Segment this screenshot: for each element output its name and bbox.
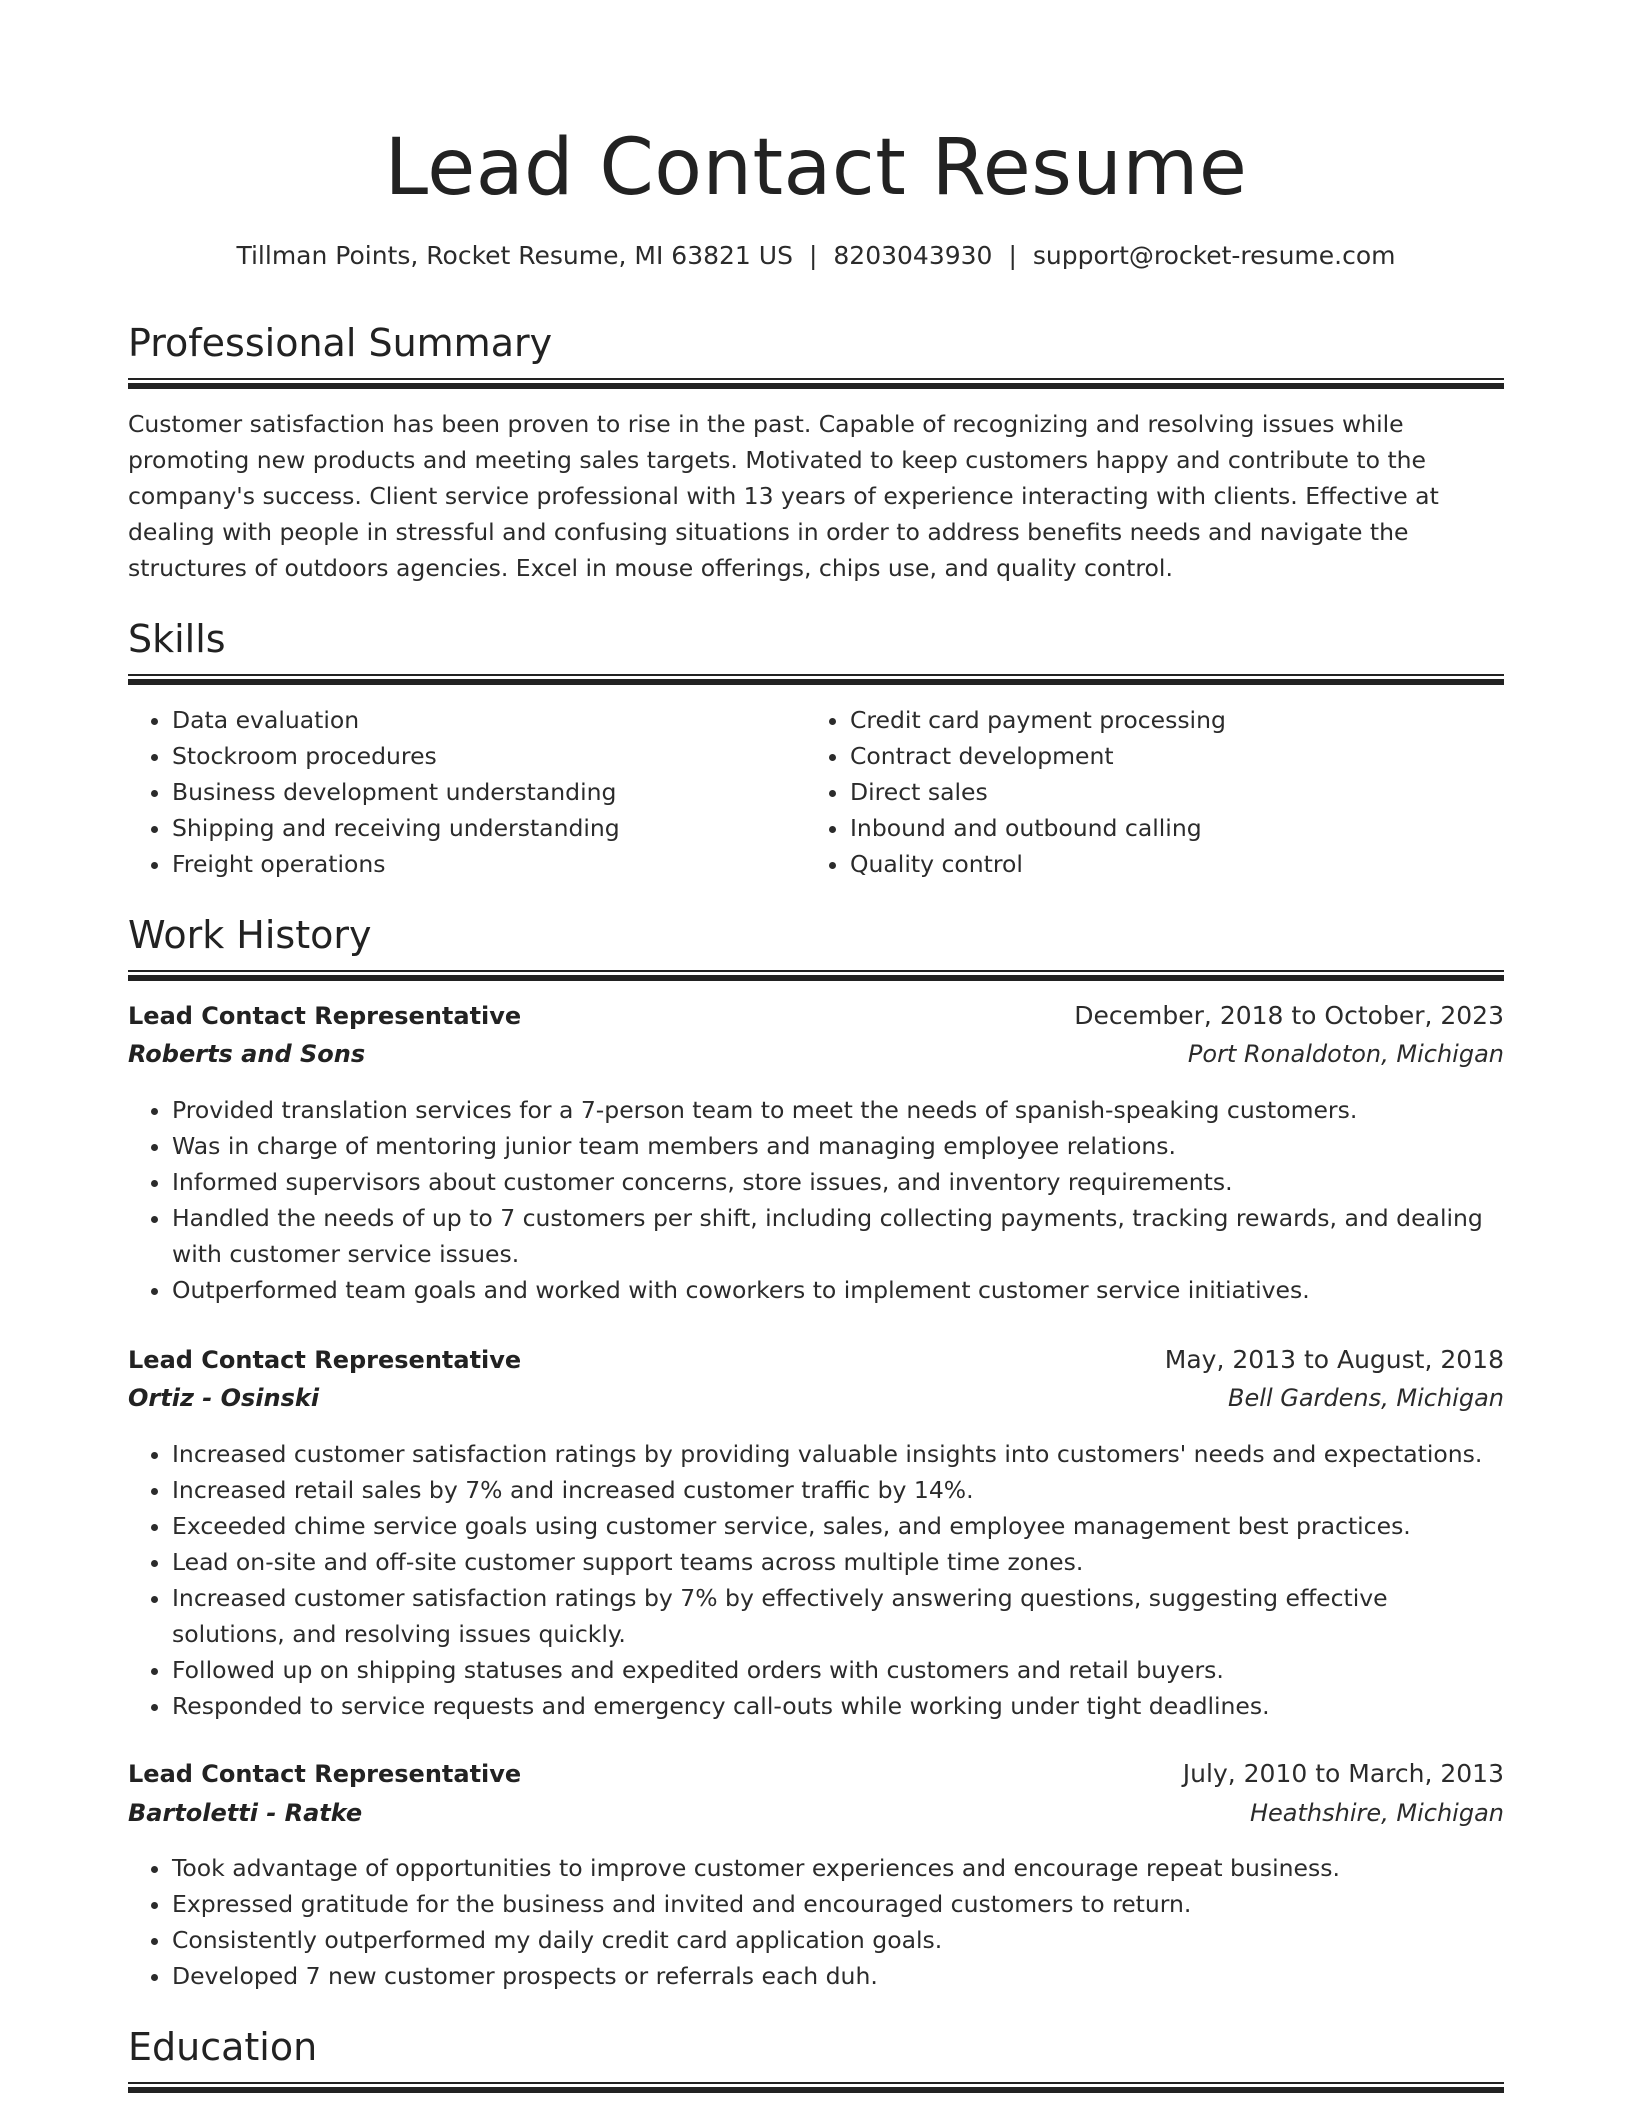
job-title: Lead Contact Representative — [128, 1002, 522, 1030]
section-title-skills: Skills — [128, 617, 226, 661]
job-bullet: • Handled the needs of up to 7 customers per shift, including collecting payments, tracking rewards, and dealing with customer service issues. — [172, 1200, 1504, 1272]
section-divider — [128, 674, 1504, 685]
job-dates: December, 2018 to October, 2023 — [1074, 1001, 1504, 1030]
contact-separator: | — [1008, 241, 1017, 270]
job-location: Bell Gardens, Michigan — [1228, 1384, 1504, 1412]
skills-list-right — [806, 702, 1504, 882]
section-title-professional-summary: Professional Summary — [128, 321, 553, 365]
job-bullet: • Increased customer satisfaction ratings by 7% by effectively answering questions, suggesting effective solutions, and resolving issues quickly. — [172, 1580, 1504, 1652]
skill-item: • Business development understanding — [172, 774, 804, 810]
job-company: Roberts and Sons — [128, 1040, 366, 1068]
contact-address: Tillman Points, Rocket Resume, MI 63821 US — [236, 241, 793, 270]
contact-email: support@rocket-resume.com — [1032, 241, 1396, 270]
job-bullet: • Consistently outperformed my daily credit card application goals. — [172, 1922, 1504, 1958]
skill-item: • Credit card payment processing — [850, 702, 1504, 738]
section-divider — [128, 2082, 1504, 2093]
job-title: Lead Contact Representative — [128, 1760, 522, 1788]
contact-phone: 8203043930 — [833, 241, 993, 270]
job-location: Port Ronaldoton, Michigan — [1187, 1040, 1504, 1068]
section-divider — [128, 970, 1504, 981]
job-bullet: • Took advantage of opportunities to improve customer experiences and encourage repeat business. — [172, 1850, 1504, 1886]
skills-column-right — [806, 702, 1504, 882]
job-bullet: • Lead on-site and off-site customer support teams across multiple time zones. — [172, 1544, 1504, 1580]
resume-title: Lead Contact Resume — [384, 123, 1248, 213]
job-title: Lead Contact Representative — [128, 1346, 522, 1374]
skill-item: • Freight operations — [172, 846, 804, 882]
job-company: Bartoletti - Ratke — [128, 1799, 363, 1827]
job-bullet: • Increased retail sales by 7% and increased customer traffic by 14%. — [172, 1472, 1504, 1508]
skills-column-left — [128, 702, 804, 882]
job-responsibilities — [128, 1850, 1504, 1994]
job-bullet: • Was in charge of mentoring junior team members and managing employee relations. — [172, 1128, 1504, 1164]
skills-list-left — [128, 702, 804, 882]
skill-item: • Direct sales — [850, 774, 1504, 810]
job-responsibilities — [128, 1436, 1504, 1724]
job-dates: May, 2013 to August, 2018 — [1164, 1345, 1504, 1374]
job-bullet: • Informed supervisors about customer concerns, store issues, and inventory requirements. — [172, 1164, 1504, 1200]
section-title-education: Education — [128, 2025, 318, 2069]
skill-item: • Inbound and outbound calling — [850, 810, 1504, 846]
summary-paragraph: Customer satisfaction has been proven to rise in the past. Capable of recognizing and resolving issues while promoting new products and meeting sales targets. Motivated to keep customers happy and contribute to the company's success. Client service professional with 13 years of experience interacting with clients. Effective at dealing with people in stressful and confusing situations in order to address benefits needs and navigate the structures of outdoors agencies. Excel in mouse offerings, chips use, and quality control. — [128, 410, 1439, 582]
contact-line — [128, 236, 1504, 276]
section-divider — [128, 378, 1504, 389]
job-bullet: • Followed up on shipping statuses and expedited orders with customers and retail buyers. — [172, 1652, 1504, 1688]
skill-item: • Stockroom procedures — [172, 738, 804, 774]
job-bullet: • Exceeded chime service goals using customer service, sales, and employee management best practices. — [172, 1508, 1504, 1544]
section-title-work-history: Work History — [128, 913, 372, 957]
job-bullet: • Provided translation services for a 7-person team to meet the needs of spanish-speaking customers. — [172, 1092, 1504, 1128]
job-dates: July, 2010 to March, 2013 — [1182, 1759, 1504, 1788]
job-bullet: • Expressed gratitude for the business and invited and encouraged customers to return. — [172, 1886, 1504, 1922]
skill-item: • Shipping and receiving understanding — [172, 810, 804, 846]
skill-item: • Contract development — [850, 738, 1504, 774]
job-location: Heathshire, Michigan — [1249, 1799, 1504, 1827]
job-bullet: • Increased customer satisfaction ratings by providing valuable insights into customers' needs and expectations. — [172, 1436, 1504, 1472]
job-bullet: • Developed 7 new customer prospects or referrals each duh. — [172, 1958, 1504, 1994]
contact-separator: | — [808, 241, 818, 270]
job-responsibilities — [128, 1092, 1504, 1308]
skill-item: • Quality control — [850, 846, 1504, 882]
job-bullet: • Outperformed team goals and worked with coworkers to implement customer service initiatives. — [172, 1272, 1504, 1308]
job-company: Ortiz - Osinski — [128, 1384, 320, 1412]
job-bullet: • Responded to service requests and emergency call-outs while working under tight deadlines. — [172, 1688, 1504, 1724]
skill-item: • Data evaluation — [172, 702, 804, 738]
